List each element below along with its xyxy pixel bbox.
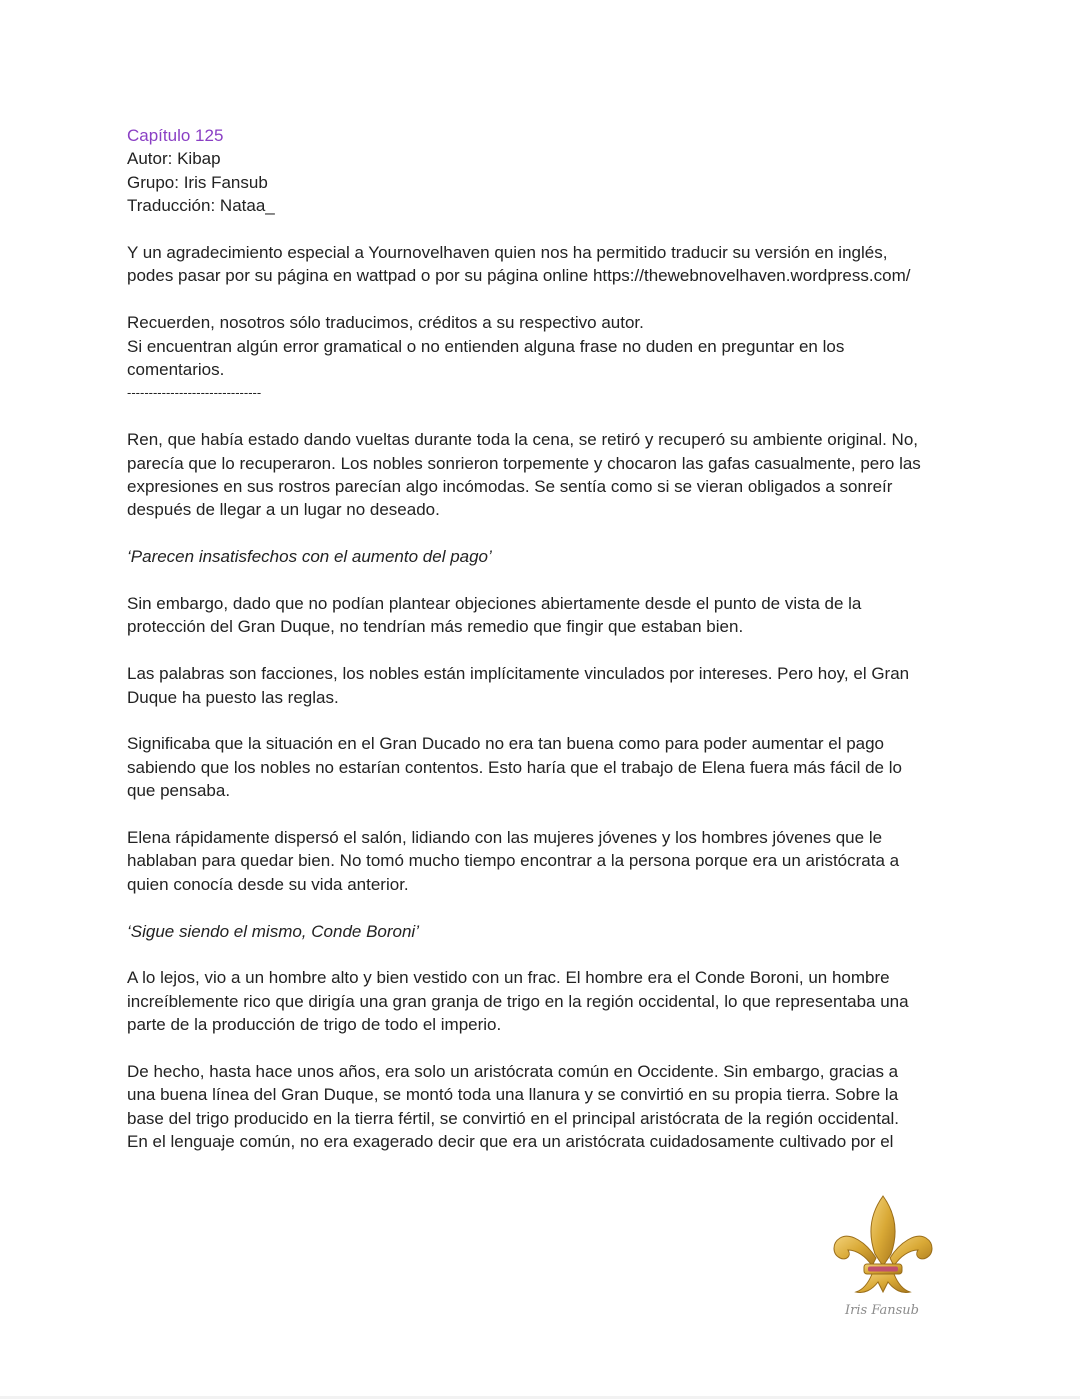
paragraph-line: increíblemente rico que dirigía una gran granja de trigo en la región occidental, lo que representaba una: [127, 991, 909, 1011]
paragraph-line: base del trigo producido en la tierra fértil, se convirtió en el principal aristócrata de la región occidental.: [127, 1108, 900, 1128]
paragraph-line: hablaban para quedar bien. No tomó mucho tiempo encontrar a la persona porque era un aristócrata a: [127, 851, 900, 871]
paragraph-line: sabiendo que los nobles no estarían contentos. Esto haría que el trabajo de Elena fuera más fácil de lo: [127, 757, 902, 777]
group-line: Grupo: Iris Fansub: [127, 172, 268, 192]
thought-paragraph-2: [127, 920, 957, 943]
paragraph-line: Las palabras son facciones, los nobles están implícitamente vinculados por intereses. Pero hoy, el Gran: [127, 664, 910, 684]
paragraph-line: parecía que lo recuperaron. Los nobles sonrieron torpemente y chocaron las gafas casualmente, pero las: [127, 453, 921, 473]
paragraph-line: expresiones en sus rostros parecían algo incómodas. Se sentía como si se vieran obligados a sonreír: [127, 477, 893, 497]
paragraph-line: A lo lejos, vio a un hombre alto y bien vestido con un frac. El hombre era el Conde Boroni, un hombre: [127, 968, 890, 988]
header-block: [127, 124, 957, 218]
notice-block: [127, 311, 957, 405]
paragraph-line: después de llegar a un lugar no deseado.: [127, 500, 440, 520]
document-content: [127, 124, 957, 1177]
paragraph-line: protección del Gran Duque, no tendrían más remedio que fingir que estaban bien.: [127, 617, 744, 637]
thought-paragraph-1: [127, 545, 957, 568]
thanks-line: podes pasar por su página en wattpad o por su página online https://thewebnovelhaven.wordpress.com/: [127, 266, 911, 286]
author-line: Autor: Kibap: [127, 149, 221, 169]
paragraph-line: parte de la producción de trigo de todo el imperio.: [127, 1015, 502, 1035]
body-paragraph-4: [127, 732, 957, 802]
paragraph-line: Sin embargo, dado que no podían plantear objeciones abiertamente desde el punto de vista de la: [127, 594, 862, 614]
paragraph-line: Significaba que la situación en el Gran Ducado no era tan buena como para poder aumentar el pago: [127, 734, 885, 754]
thanks-paragraph: [127, 241, 957, 288]
paragraph-line: una buena línea del Gran Duque, se montó toda una llanura y se convirtió en su propia tierra. Sobre la: [127, 1085, 899, 1105]
paragraph-line: que pensaba.: [127, 781, 231, 801]
iris-fansub-logo: [828, 1192, 938, 1322]
body-paragraph-6: [127, 966, 957, 1036]
paragraph-line: Duque ha puesto las reglas.: [127, 687, 339, 707]
paragraph-line: Ren, que había estado dando vueltas durante toda la cena, se retiró y recuperó su ambiente original. No,: [127, 430, 919, 450]
paragraph-line: Elena rápidamente dispersó el salón, lidiando con las mujeres jóvenes y los hombres jóvenes que le: [127, 828, 883, 848]
paragraph-line: ‘Sigue siendo el mismo, Conde Boroni’: [127, 921, 419, 941]
body-paragraph-2: [127, 592, 957, 639]
thanks-line: Y un agradecimiento especial a Yournovelhaven quien nos ha permitido traducir su versión en inglés,: [127, 243, 888, 263]
body-paragraph-1: [127, 428, 957, 522]
body-paragraph-7: [127, 1060, 957, 1154]
errors-line: Si encuentran algún error gramatical o no entienden alguna frase no duden en preguntar en los: [127, 336, 845, 356]
paragraph-line: De hecho, hasta hace unos años, era solo un aristócrata común en Occidente. Sin embargo, gracias a: [127, 1062, 899, 1082]
paragraph-line: quien conocía desde su vida anterior.: [127, 874, 409, 894]
remember-line: Recuerden, nosotros sólo traducimos, créditos a su respectivo autor.: [127, 313, 644, 333]
separator-line: -------------------------------: [127, 385, 262, 401]
logo-text: Iris Fansub: [845, 1303, 919, 1318]
paragraph-line: ‘Parecen insatisfechos con el aumento del pago’: [127, 547, 492, 567]
fleur-de-lis-icon: [828, 1192, 938, 1322]
paragraph-line: En el lenguaje común, no era exagerado decir que era un aristócrata cuidadosamente cultivado por el: [127, 1132, 894, 1152]
body-paragraph-3: [127, 662, 957, 709]
errors-line: comentarios.: [127, 360, 225, 380]
translation-line: Traducción: Nataa_: [127, 196, 275, 216]
body-paragraph-5: [127, 826, 957, 896]
chapter-title: Capítulo 125: [127, 126, 224, 145]
